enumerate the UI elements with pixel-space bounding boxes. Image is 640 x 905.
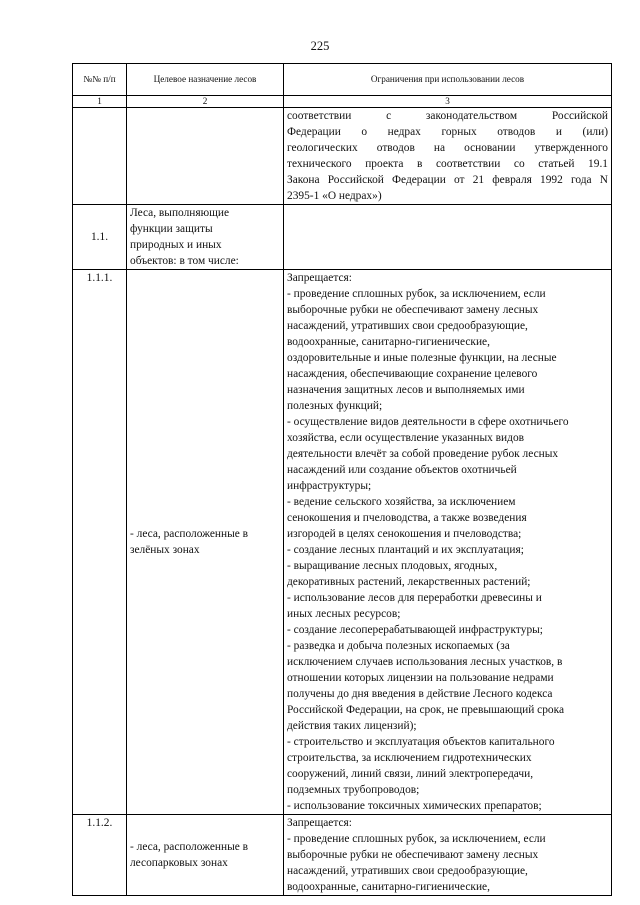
- header-restrictions: Ограничения при использовании лесов: [284, 64, 612, 96]
- restriction-line: насаждений или создание объектов охотничьей: [287, 464, 517, 476]
- restrictions-cell: [284, 205, 612, 270]
- restriction-line: - разведка и добыча полезных ископаемых (за: [287, 640, 510, 652]
- restriction-line: - строительство и эксплуатация объектов капитального: [287, 736, 555, 748]
- restriction-line: насаждений, утративших свои средообразующие,: [287, 865, 528, 877]
- row-number: 1.1.: [73, 205, 127, 270]
- continuation-line: технического проекта в соответствии со статьей 19.1: [287, 158, 608, 170]
- continuation-row: [73, 108, 612, 205]
- continuation-line: соответствии с законодательством Российской: [287, 110, 608, 122]
- restriction-line: Запрещается:: [287, 272, 352, 284]
- restriction-line: водоохранные, санитарно-гигиенические,: [287, 336, 490, 348]
- continuation-line: Федерации о недрах горных отводов и (или): [287, 126, 608, 138]
- restriction-line: действия таких лицензий);: [287, 720, 417, 732]
- continuation-purpose-cell: [127, 108, 284, 205]
- row-1-1-2: [73, 815, 612, 896]
- restriction-line: водоохранные, санитарно-гигиенические,: [287, 881, 490, 893]
- restriction-line: - ведение сельского хозяйства, за исключением: [287, 496, 516, 508]
- row-1-1-1: [73, 270, 612, 815]
- restrictions-cell: [284, 270, 612, 815]
- restriction-line: - проведение сплошных рубок, за исключением, если: [287, 288, 546, 300]
- restriction-line: декоративных растений, лекарственных растений;: [287, 576, 531, 588]
- row-number: 1.1.1.: [73, 270, 127, 815]
- purpose-line: - леса, расположенные в: [130, 841, 249, 853]
- purpose-line: природных и иных: [130, 239, 222, 251]
- restriction-line: деятельности влечёт за собой проведение рубок лесных: [287, 448, 559, 460]
- purpose-cell: [127, 815, 284, 896]
- header-number: №№ п/п: [73, 64, 127, 96]
- restriction-line: иных лесных ресурсов;: [287, 608, 401, 620]
- restriction-line: подземных трубопроводов;: [287, 784, 420, 796]
- restriction-line: хозяйства, если осуществление указанных видов: [287, 432, 525, 444]
- restriction-line: сооружений, линий связи, линий электропередачи,: [287, 768, 534, 780]
- restriction-line: полезных функций;: [287, 400, 383, 412]
- restriction-line: - создание лесных плантаций и их эксплуатация;: [287, 544, 524, 556]
- column-number-row: [73, 96, 612, 108]
- restriction-line: Запрещается:: [287, 817, 352, 829]
- header-purpose: Целевое назначение лесов: [127, 64, 284, 96]
- purpose-line: Леса, выполняющие: [130, 207, 230, 219]
- restriction-line: сенокошения и пчеловодства, а также возведения: [287, 512, 527, 524]
- purpose-line: зелёных зонах: [130, 544, 200, 556]
- restriction-line: инфраструктуры;: [287, 480, 372, 492]
- purpose-line: - леса, расположенные в: [130, 528, 249, 540]
- restriction-line: - использование токсичных химических препаратов;: [287, 800, 542, 812]
- restriction-line: - использование лесов для переработки древесины и: [287, 592, 542, 604]
- continuation-restrictions-cell: [284, 108, 612, 205]
- restriction-line: выборочные рубки не обеспечивают замену лесных: [287, 849, 539, 861]
- row-1-1: [73, 205, 612, 270]
- continuation-line: 2395-1 «О недрах»): [287, 190, 382, 202]
- restriction-line: отношении которых лицензии на пользование недрами: [287, 672, 554, 684]
- purpose-cell: [127, 270, 284, 815]
- purpose-line: лесопарковых зонах: [130, 857, 228, 869]
- continuation-line: геологических отводов на основании утвержденного: [287, 142, 608, 154]
- continuation-number-cell: [73, 108, 127, 205]
- restriction-line: - создание лесоперерабатывающей инфраструктуры;: [287, 624, 543, 636]
- restriction-line: оздоровительные и иные полезные функции, на лесные: [287, 352, 557, 364]
- restriction-line: - выращивание лесных плодовых, ягодных,: [287, 560, 498, 572]
- restriction-line: получены до дня введения в действие Лесного кодекса: [287, 688, 553, 700]
- restriction-line: выборочные рубки не обеспечивают замену лесных: [287, 304, 539, 316]
- row-number: 1.1.2.: [73, 815, 127, 896]
- column-number-2: 2: [127, 96, 284, 108]
- restriction-line: - осуществление видов деятельности в сфере охотничьего: [287, 416, 569, 428]
- restriction-line: насаждений, утративших свои средообразующие,: [287, 320, 528, 332]
- restriction-line: строительства, за исключением гидротехнических: [287, 752, 532, 764]
- table-header-row: [73, 64, 612, 96]
- restriction-line: - проведение сплошных рубок, за исключением, если: [287, 833, 546, 845]
- restriction-line: насаждения, обеспечивающие сохранение целевого: [287, 368, 538, 380]
- restrictions-cell: [284, 815, 612, 896]
- column-number-1: 1: [73, 96, 127, 108]
- purpose-cell: [127, 205, 284, 270]
- restriction-line: исключением случаев использования лесных участков, в: [287, 656, 563, 668]
- page-number: 225: [310, 39, 330, 53]
- restriction-line: изгородей в целях сенокошения и пчеловодства;: [287, 528, 522, 540]
- column-number-3: 3: [284, 96, 612, 108]
- continuation-line: Закона Российской Федерации от 21 февраля 1992 года N: [287, 174, 608, 186]
- restriction-line: Российской Федерации, на срок, не превышающий срока: [287, 704, 565, 716]
- restriction-line: назначения защитных лесов и выполняемых ими: [287, 384, 525, 396]
- restrictions-table: [72, 63, 612, 896]
- purpose-line: объектов: в том числе:: [130, 255, 239, 267]
- purpose-line: функции защиты: [130, 223, 213, 235]
